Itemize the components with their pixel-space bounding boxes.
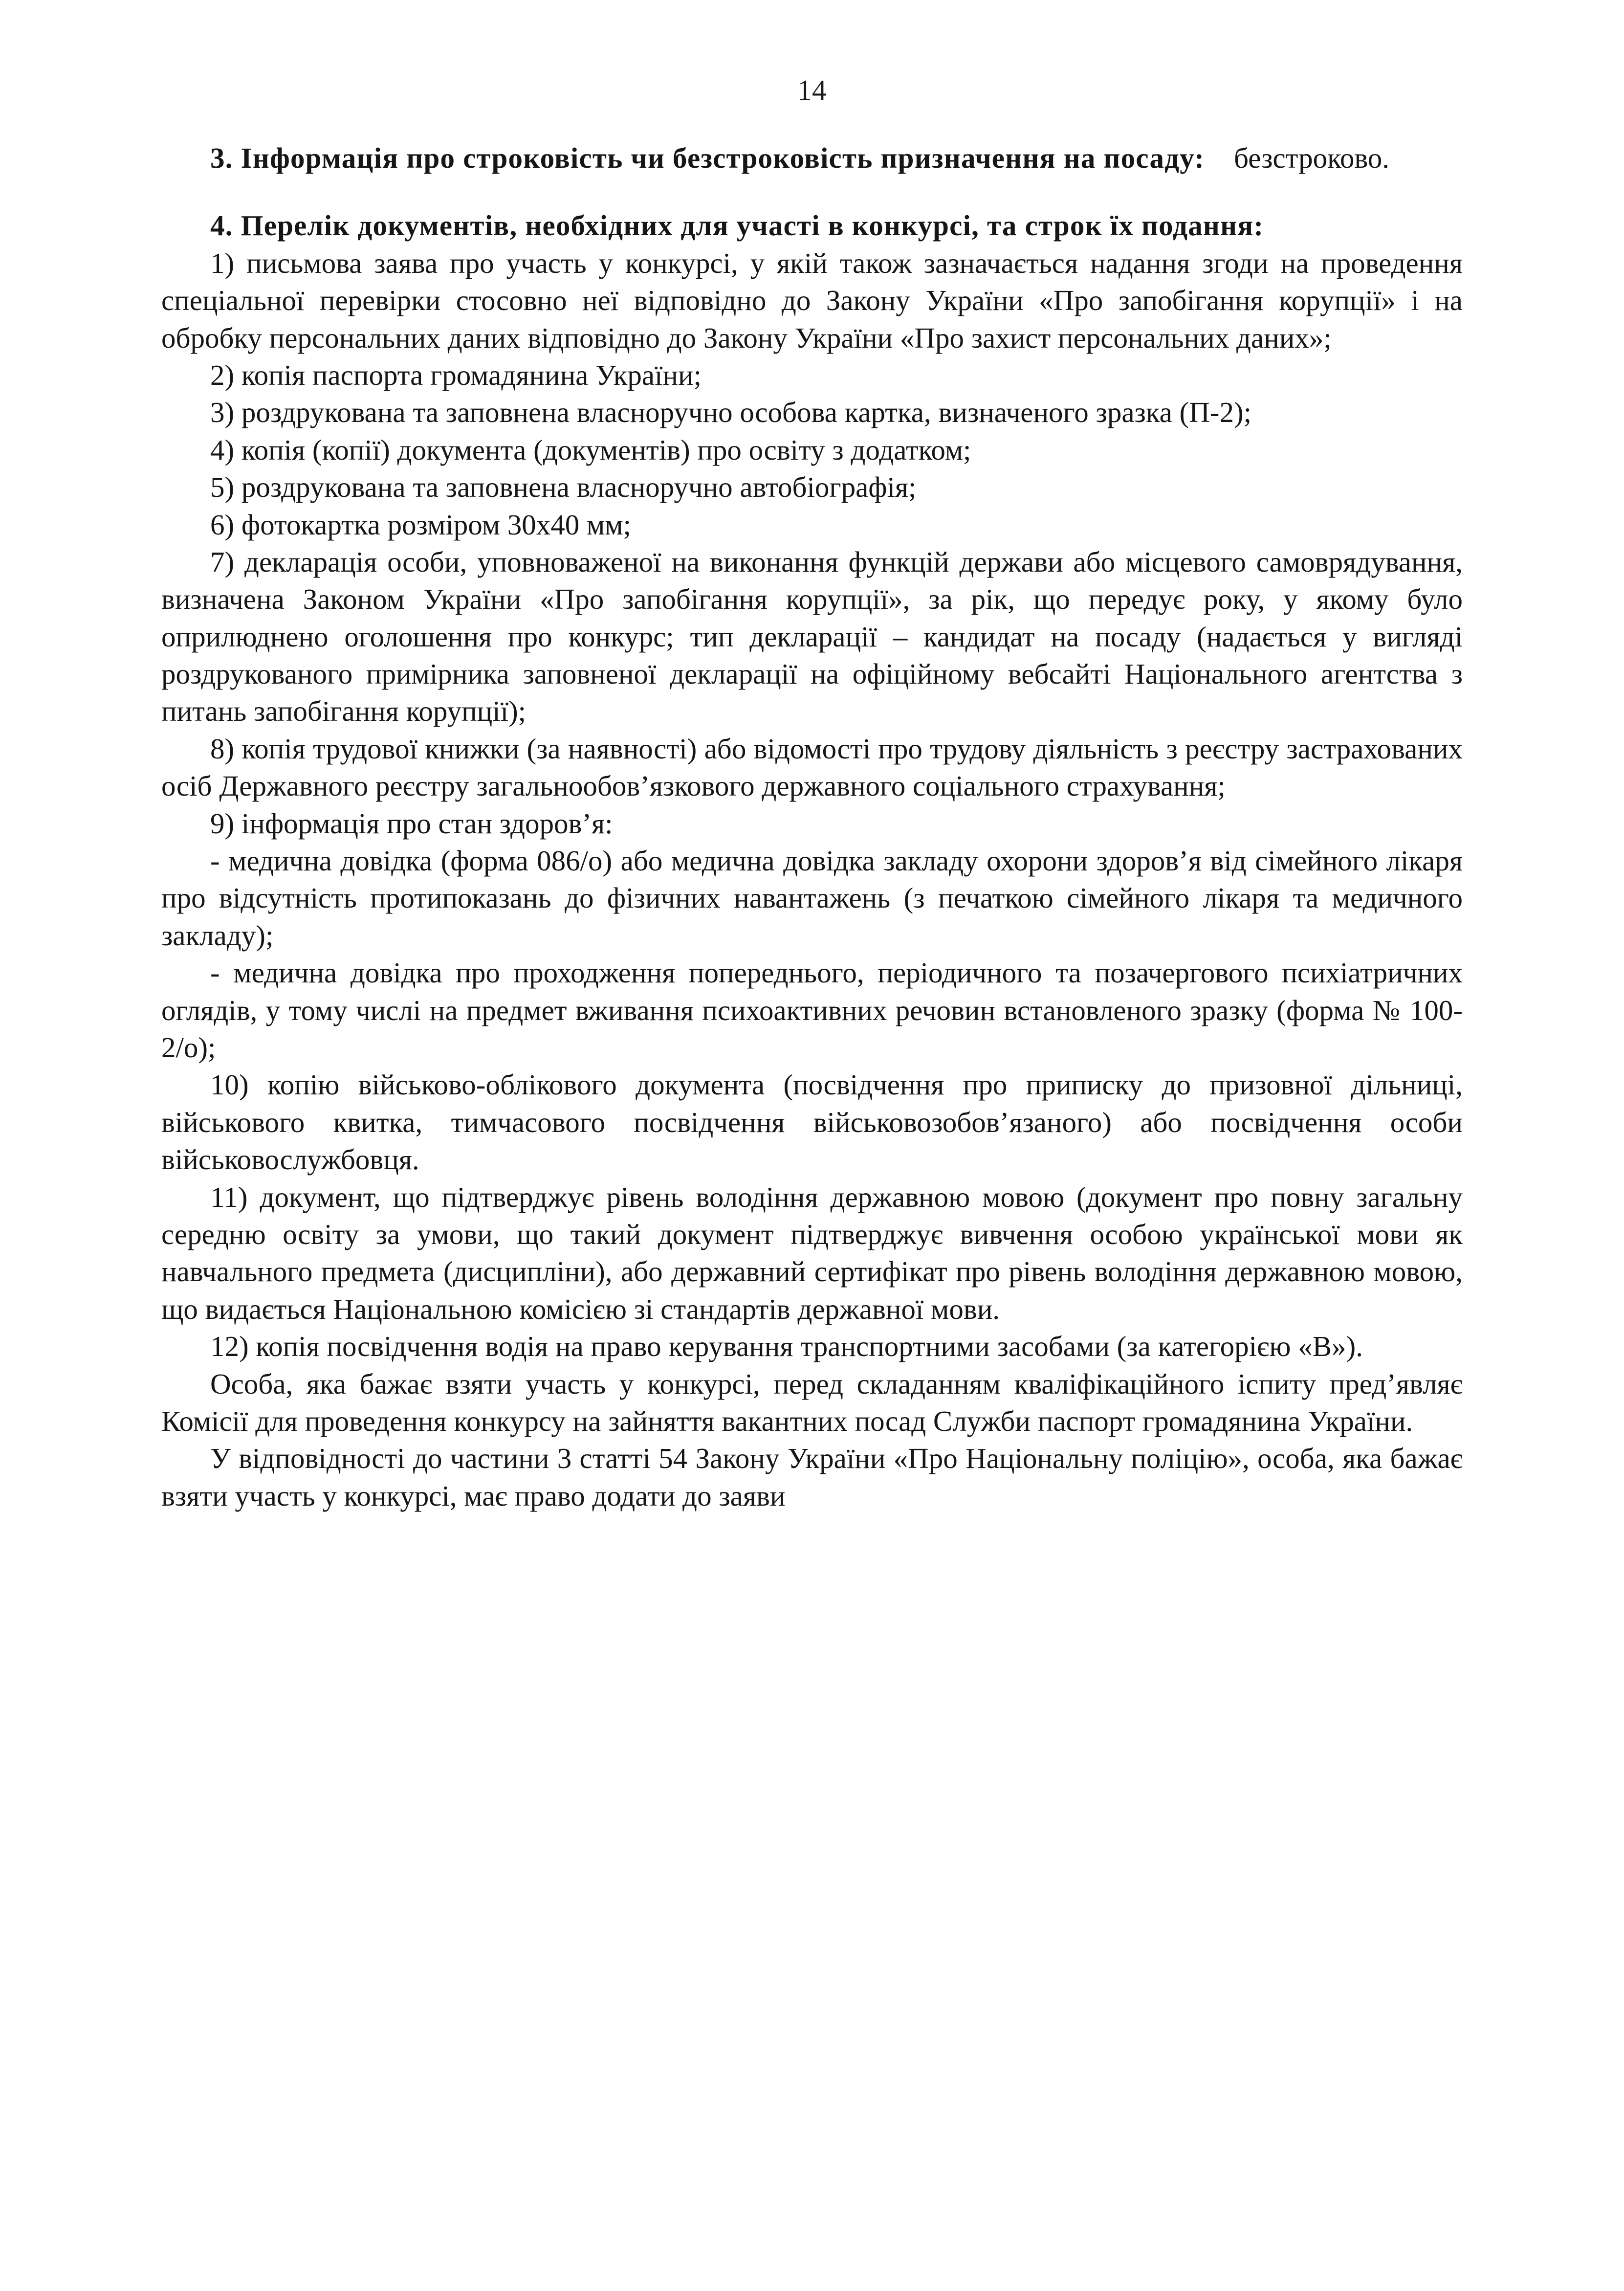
list-item: 9) інформація про стан здоров’я: (210, 807, 613, 840)
document-body (161, 139, 1463, 1514)
section-spacer (161, 177, 1463, 207)
list-item: 2) копія паспорта громадянина України; (210, 358, 702, 391)
page-number: 14 (797, 74, 827, 106)
closing-paragraph: Особа, яка бажає взяти участь у конкурсі, перед складанням кваліфікаційного іспиту пред’являє Комісії для проведення конкурсу на зайняття вакантних посад Служби паспорт громадянина України. (161, 1367, 1463, 1437)
list-item: 3) роздрукована та заповнена власноручно особова картка, визначеного зразка (П-2); (210, 396, 1251, 429)
section-4 (161, 207, 1463, 1514)
list-item: 5) роздрукована та заповнена власноручно автобіографія; (210, 471, 917, 504)
list-item: 7) декларація особи, уповноваженої на виконання функцій держави або місцевого самоврядування, визначена Законом України «Про запобігання корупції», за рік, що передує року, у якому було оприлюднено оголошення про конкурс; тип декларації – кандидат на посаду (надається у вигляді роздрукованого примірника заповненої декларації на офіційному вебсайті Національного агентства з питань запобігання корупції); (161, 545, 1463, 728)
closing-paragraph: У відповідності до частини 3 статті 54 Закону України «Про Національну поліцію», особа, яка бажає взяти участь у конкурсі, має право додати до заяви (161, 1442, 1463, 1512)
list-item: 8) копія трудової книжки (за наявності) або відомості про трудову діяльність з реєстру застрахованих осіб Державного реєстру загальнообов’язкового державного соціального страхування; (161, 732, 1463, 802)
list-item: 4) копія (копії) документа (документів) про освіту з додатком; (210, 433, 971, 466)
section-4-heading: 4. Перелік документів, необхідних для участі в конкурсі, та строк їх подання: (210, 209, 1264, 242)
list-item: 10) копію військово-облікового документа (посвідчення про приписку до призовної дільниці, військового квитка, тимчасового посвідчення військовозобов’язаного) або посвідчення особи військовослужбовця. (161, 1068, 1463, 1176)
list-item: 1) письмова заява про участь у конкурсі, у якій також зазначається надання згоди на проведення спеціальної перевірки стосовно неї відповідно до Закону України «Про запобігання корупції» і на обробку персональних даних відповідно до Закону України «Про захист персональних даних»; (161, 246, 1463, 354)
list-item: 6) фотокартка розміром 30х40 мм; (210, 508, 632, 541)
list-item: - медична довідка про проходження попереднього, періодичного та позачергового психіатричних оглядів, у тому числі на предмет вживання психоактивних речовин встановленого зразку (форма № 100-2/о); (161, 956, 1463, 1064)
section-3 (161, 139, 1463, 177)
section-3-value: безстроково. (1234, 142, 1390, 174)
section-3-heading (161, 139, 1463, 177)
list-item: - медична довідка (форма 086/о) або медична довідка закладу охорони здоров’я від сімейного лікаря про відсутність протипоказань до фізичних навантажень (з печаткою сімейного лікаря та медичного закладу); (161, 845, 1463, 952)
list-item: 11) документ, що підтверджує рівень володіння державною мовою (документ про повну загальну середню освіту за умови, що такий документ підтверджує вивчення особою української мови як навчального предмета (дисципліни), або державний сертифікат про рівень володіння державною мовою, що видається Національною комісією зі стандартів державної мови. (161, 1180, 1463, 1325)
section-3-heading-text: 3. Інформація про строковість чи безстроковість призначення на посаду: (210, 142, 1205, 174)
list-item: 12) копія посвідчення водія на право керування транспортними засобами (за категорією «В»). (210, 1330, 1363, 1363)
